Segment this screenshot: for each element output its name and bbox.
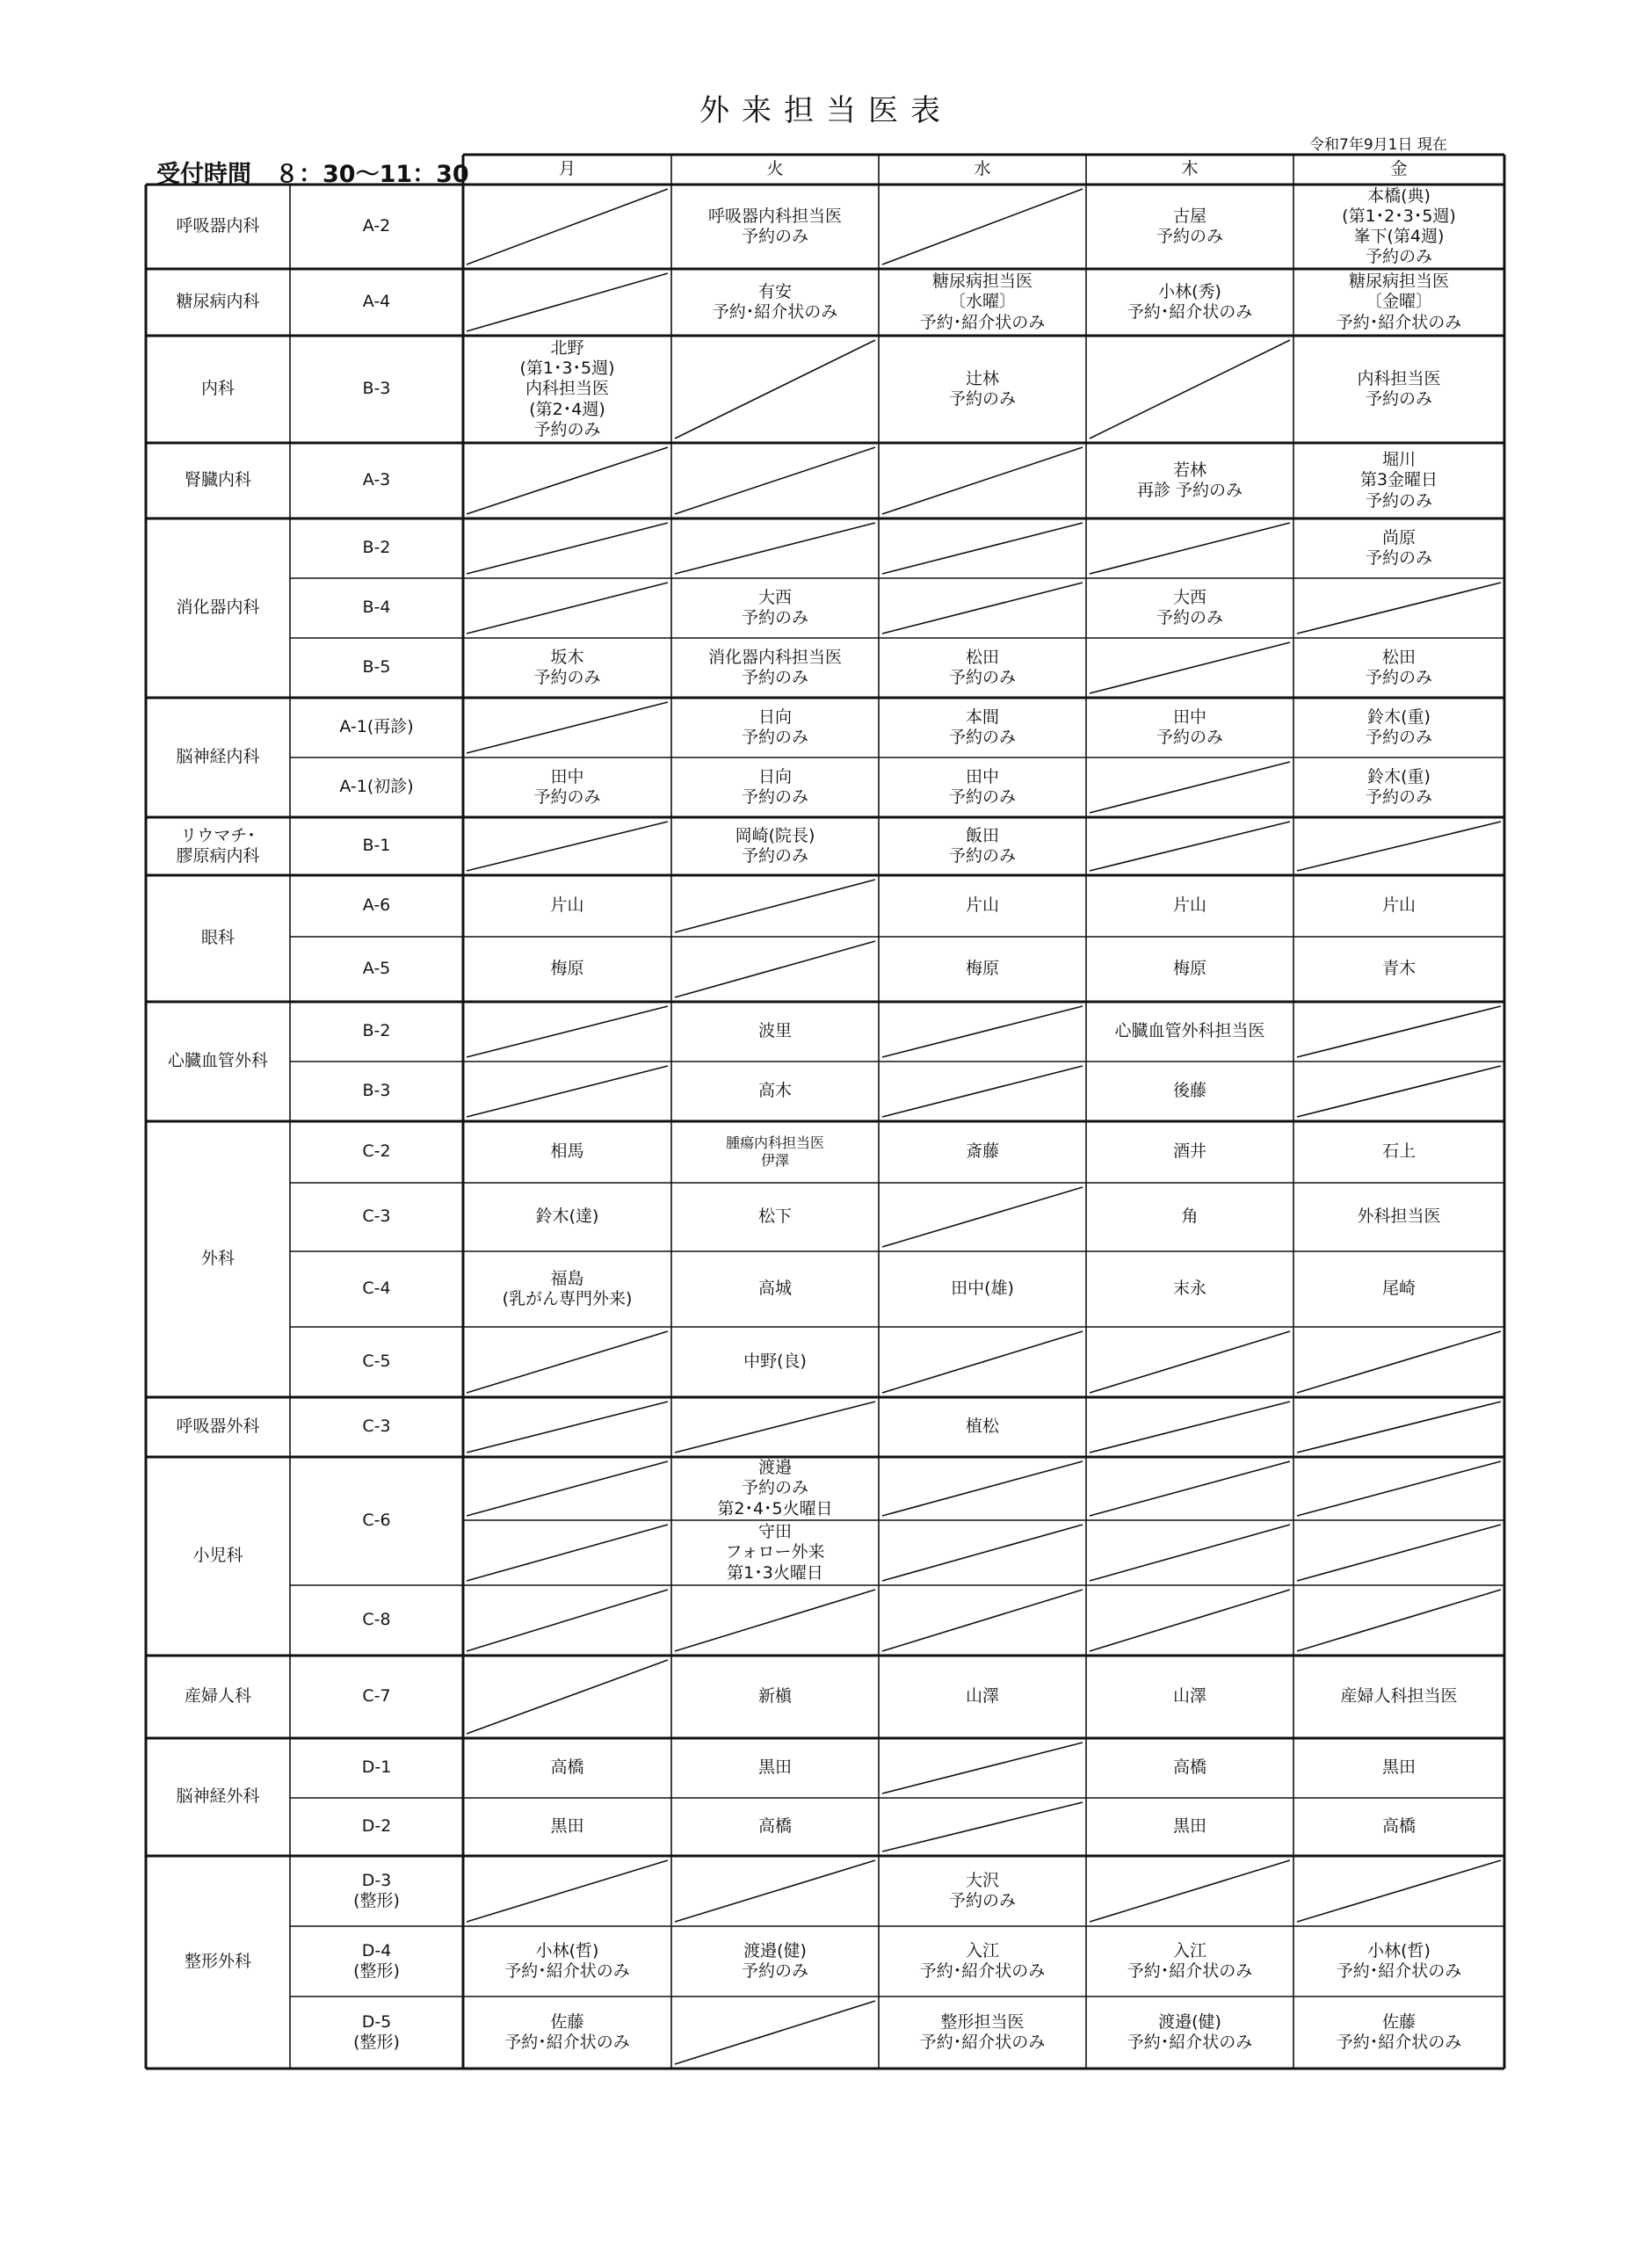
room-code: A-3 — [362, 470, 391, 490]
doctor-cell: 高橋 — [1172, 1757, 1206, 1778]
doctor-cell: 鈴木(達) — [535, 1207, 599, 1227]
doctor-cell: 呼吸器内科担当医 予約のみ — [707, 206, 842, 246]
doctor-cell: 黒田 — [550, 1816, 584, 1837]
no-clinic-slash — [882, 189, 1083, 265]
no-clinic-slash — [882, 1590, 1083, 1651]
doctor-cell: 斎藤 — [965, 1141, 999, 1162]
doctor-cell: 腫瘍内科担当医 伊澤 — [725, 1134, 824, 1169]
no-clinic-slash — [467, 1590, 668, 1651]
no-clinic-slash — [675, 447, 875, 514]
doctor-cell: 高木 — [757, 1081, 792, 1101]
doctor-cell: 佐藤 予約･紹介状のみ — [504, 2011, 630, 2052]
no-clinic-slash — [882, 1006, 1083, 1057]
doctor-cell: 片山 — [965, 895, 999, 916]
no-clinic-slash — [1297, 1066, 1501, 1117]
no-clinic-slash — [1090, 822, 1290, 871]
doctor-cell: 山澤 — [1172, 1686, 1206, 1707]
doctor-cell: 北野 (第1･3･5週) 内科担当医 (第2･4週) 予約のみ — [519, 338, 615, 439]
doctor-cell: 石上 — [1381, 1141, 1416, 1162]
day-header: 金 — [1390, 159, 1408, 179]
no-clinic-slash — [1090, 1331, 1290, 1393]
no-clinic-slash — [675, 523, 875, 574]
doctor-cell: 入江 予約･紹介状のみ — [919, 1940, 1046, 1981]
doctor-cell: 高城 — [757, 1279, 792, 1299]
room-code: C-3 — [362, 1207, 391, 1227]
room-code: B-2 — [362, 1021, 391, 1041]
page-title: 外来担当医表 — [699, 93, 953, 128]
no-clinic-slash — [1297, 1860, 1501, 1922]
doctor-cell: 角 — [1181, 1207, 1199, 1227]
doctor-cell: 有安 予約･紹介状のみ — [712, 281, 838, 322]
doctor-cell: 高橋 — [550, 1757, 584, 1778]
doctor-cell: 尾崎 — [1381, 1279, 1416, 1299]
room-code: D-4 (整形) — [353, 1940, 400, 1981]
no-clinic-slash — [1090, 523, 1290, 574]
doctor-cell: 小林(哲) 予約･紹介状のみ — [504, 1940, 630, 1981]
doctor-cell: 高橋 — [1381, 1816, 1416, 1837]
day-header: 火 — [766, 159, 784, 179]
doctor-cell: 佐藤 予約･紹介状のみ — [1336, 2011, 1462, 2052]
no-clinic-slash — [1090, 642, 1290, 693]
doctor-cell: 波里 — [757, 1021, 792, 1041]
room-code: D-5 (整形) — [353, 2011, 400, 2052]
no-clinic-slash — [467, 1860, 668, 1922]
room-code: C-4 — [362, 1279, 391, 1299]
day-header: 月 — [558, 159, 576, 179]
no-clinic-slash — [1090, 1402, 1290, 1453]
doctor-cell: 産婦人科担当医 — [1340, 1686, 1458, 1707]
doctor-cell: 渡邉 予約のみ 第2･4･5火曜日 — [717, 1458, 833, 1518]
doctor-cell: 梅原 — [550, 959, 584, 979]
doctor-cell: 鈴木(重) 予約のみ — [1365, 766, 1432, 807]
room-code: D-2 — [361, 1816, 392, 1837]
no-clinic-slash — [675, 2001, 875, 2064]
no-clinic-slash — [467, 273, 668, 331]
department-name: 脳神経内科 — [176, 747, 260, 767]
doctor-cell: 青木 — [1381, 959, 1416, 979]
no-clinic-slash — [882, 1187, 1083, 1247]
doctor-cell: 消化器内科担当医 予約のみ — [707, 647, 842, 687]
doctor-cell: 酒井 — [1172, 1141, 1206, 1162]
doctor-cell: 梅原 — [1172, 959, 1206, 979]
room-code: D-1 — [361, 1757, 392, 1778]
no-clinic-slash — [1297, 1590, 1501, 1651]
no-clinic-slash — [1297, 1525, 1501, 1581]
room-code: A-2 — [362, 216, 391, 236]
room-code: B-4 — [362, 598, 391, 618]
no-clinic-slash — [1297, 1331, 1501, 1393]
no-clinic-slash — [1090, 1461, 1290, 1516]
doctor-cell: 渡邉(健) 予約のみ — [741, 1940, 808, 1981]
room-code: A-5 — [362, 959, 391, 979]
doctor-cell: 山澤 — [965, 1686, 999, 1707]
room-code: C-6 — [362, 1511, 391, 1531]
doctor-cell: 後藤 — [1172, 1081, 1206, 1101]
doctor-cell: 田中(雄) — [951, 1279, 1014, 1299]
doctor-cell: 梅原 — [965, 959, 999, 979]
department-name: 呼吸器内科 — [176, 216, 260, 236]
room-code: C-2 — [362, 1141, 391, 1162]
doctor-cell: 小林(秀) 予約･紹介状のみ — [1127, 281, 1253, 322]
department-name: 整形外科 — [184, 1952, 251, 1972]
department-name: リウマチ･ 膠原病内科 — [176, 825, 260, 866]
doctor-cell: 心臓血管外科担当医 — [1114, 1021, 1265, 1041]
no-clinic-slash — [1297, 1461, 1501, 1516]
room-code: C-5 — [362, 1352, 391, 1372]
room-code: A-1(再診) — [339, 717, 414, 737]
doctor-cell: 大沢 予約のみ — [948, 1870, 1016, 1910]
no-clinic-slash — [467, 1331, 668, 1393]
no-clinic-slash — [467, 523, 668, 574]
doctor-cell: 整形担当医 予約･紹介状のみ — [919, 2011, 1046, 2052]
no-clinic-slash — [882, 1525, 1083, 1581]
doctor-cell: 黒田 — [757, 1757, 792, 1778]
department-name: 糖尿病内科 — [176, 292, 260, 312]
room-code: C-3 — [362, 1417, 391, 1437]
doctor-cell: 大西 予約のみ — [741, 587, 808, 627]
as-of-date: 令和7年9月1日 現在 — [1309, 136, 1447, 154]
no-clinic-slash — [467, 1660, 668, 1734]
no-clinic-slash — [675, 1860, 875, 1922]
department-name: 呼吸器外科 — [176, 1417, 260, 1437]
doctor-cell: 糖尿病担当医 〔水曜〕 予約･紹介状のみ — [919, 272, 1046, 332]
no-clinic-slash — [882, 1461, 1083, 1516]
doctor-cell: 大西 予約のみ — [1156, 587, 1223, 627]
no-clinic-slash — [1297, 1006, 1501, 1057]
no-clinic-slash — [467, 1461, 668, 1516]
no-clinic-slash — [1090, 762, 1290, 813]
no-clinic-slash — [675, 880, 875, 932]
doctor-cell: 古屋 予約のみ — [1156, 206, 1223, 246]
no-clinic-slash — [675, 340, 875, 438]
doctor-cell: 糖尿病担当医 〔金曜〕 予約･紹介状のみ — [1336, 272, 1462, 332]
room-code: B-3 — [362, 1081, 391, 1101]
doctor-cell: 福島 (乳がん専門外来) — [502, 1268, 633, 1308]
no-clinic-slash — [1090, 1590, 1290, 1651]
room-code: A-4 — [362, 292, 391, 312]
room-code: B-5 — [362, 657, 391, 678]
doctor-cell: 松下 — [757, 1207, 792, 1227]
no-clinic-slash — [467, 822, 668, 871]
doctor-cell: 中野(良) — [743, 1352, 807, 1372]
doctor-cell: 田中 予約のみ — [533, 766, 601, 807]
no-clinic-slash — [1297, 822, 1501, 871]
department-name: 内科 — [200, 379, 235, 399]
department-name: 産婦人科 — [184, 1686, 251, 1707]
no-clinic-slash — [1090, 1860, 1290, 1922]
no-clinic-slash — [1297, 1402, 1501, 1453]
doctor-cell: 日向 予約のみ — [741, 707, 808, 747]
department-name: 消化器内科 — [176, 598, 260, 618]
room-code: B-3 — [362, 379, 391, 399]
doctor-cell: 守田 フォロー外来 第1･3火曜日 — [725, 1522, 825, 1583]
room-code: C-8 — [362, 1610, 391, 1630]
doctor-cell: 松田 予約のみ — [948, 647, 1016, 687]
doctor-cell: 坂木 予約のみ — [533, 647, 601, 687]
doctor-cell: 若林 再診 予約のみ — [1136, 460, 1243, 500]
department-name: 腎臓内科 — [184, 470, 251, 490]
doctor-cell: 入江 予約･紹介状のみ — [1127, 1940, 1253, 1981]
department-name: 小児科 — [192, 1546, 243, 1566]
no-clinic-slash — [882, 1066, 1083, 1117]
doctor-cell: 堀川 第3金曜日 予約のみ — [1359, 450, 1438, 511]
no-clinic-slash — [882, 523, 1083, 574]
doctor-cell: 内科担当医 予約のみ — [1357, 368, 1441, 409]
doctor-cell: 鈴木(重) 予約のみ — [1365, 707, 1432, 747]
department-name: 心臓血管外科 — [167, 1051, 268, 1071]
doctor-cell: 本間 予約のみ — [948, 707, 1016, 747]
room-code: A-6 — [362, 895, 391, 916]
department-name: 眼科 — [200, 928, 235, 948]
doctor-cell: 片山 — [550, 895, 584, 916]
doctor-cell: 黒田 — [1381, 1757, 1416, 1778]
department-name: 外科 — [200, 1249, 235, 1269]
no-clinic-slash — [882, 1743, 1083, 1794]
doctor-cell: 小林(哲) 予約･紹介状のみ — [1336, 1940, 1462, 1981]
doctor-cell: 岡崎(院長) 予約のみ — [735, 825, 815, 866]
reception-hours: 受付時間 ８：30～11：30 — [156, 161, 469, 188]
doctor-cell: 尚原 予約のみ — [1365, 527, 1432, 568]
no-clinic-slash — [1090, 340, 1290, 438]
no-clinic-slash — [882, 1802, 1083, 1852]
doctor-cell: 松田 予約のみ — [1365, 647, 1432, 687]
no-clinic-slash — [675, 1402, 875, 1453]
room-code: D-3 (整形) — [353, 1870, 400, 1910]
doctor-cell: 田中 予約のみ — [1156, 707, 1223, 747]
no-clinic-slash — [467, 1066, 668, 1117]
no-clinic-slash — [1297, 583, 1501, 634]
doctor-cell: 高橋 — [757, 1816, 792, 1837]
doctor-cell: 片山 — [1172, 895, 1206, 916]
department-name: 脳神経外科 — [176, 1786, 260, 1807]
doctor-cell: 植松 — [965, 1417, 999, 1437]
no-clinic-slash — [467, 1006, 668, 1057]
doctor-cell: 黒田 — [1172, 1816, 1206, 1837]
room-code: B-2 — [362, 538, 391, 558]
no-clinic-slash — [882, 583, 1083, 634]
no-clinic-slash — [675, 1590, 875, 1651]
doctor-cell: 飯田 予約のみ — [948, 825, 1016, 866]
doctor-cell: 日向 予約のみ — [741, 766, 808, 807]
no-clinic-slash — [467, 702, 668, 753]
doctor-cell: 外科担当医 — [1357, 1207, 1441, 1227]
no-clinic-slash — [467, 583, 668, 634]
no-clinic-slash — [467, 447, 668, 514]
no-clinic-slash — [467, 1402, 668, 1453]
no-clinic-slash — [467, 189, 668, 265]
no-clinic-slash — [882, 1331, 1083, 1393]
room-code: B-1 — [362, 836, 391, 856]
room-code: C-7 — [362, 1686, 391, 1707]
doctor-cell: 片山 — [1381, 895, 1416, 916]
no-clinic-slash — [1090, 1525, 1290, 1581]
doctor-cell: 末永 — [1172, 1279, 1206, 1299]
doctor-cell: 辻林 予約のみ — [948, 368, 1016, 409]
no-clinic-slash — [882, 447, 1083, 514]
doctor-cell: 新槇 — [757, 1686, 792, 1707]
no-clinic-slash — [675, 941, 875, 997]
room-code: A-1(初診) — [339, 777, 414, 797]
doctor-cell: 田中 予約のみ — [948, 766, 1016, 807]
day-header: 木 — [1181, 159, 1199, 179]
doctor-cell: 渡邉(健) 予約･紹介状のみ — [1127, 2011, 1253, 2052]
day-header: 水 — [974, 159, 991, 179]
no-clinic-slash — [467, 1525, 668, 1581]
doctor-cell: 相馬 — [550, 1141, 584, 1162]
doctor-cell: 本橋(典) (第1･2･3･5週) 峯下(第4週) 予約のみ — [1342, 185, 1456, 267]
